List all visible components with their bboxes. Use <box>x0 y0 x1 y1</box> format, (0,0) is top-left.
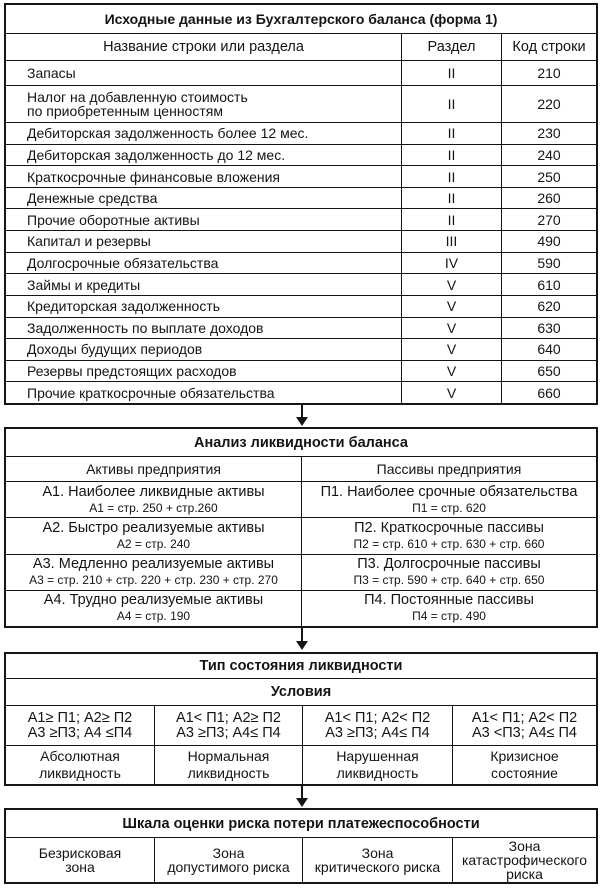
row-code: 230 <box>502 123 596 144</box>
row-code: 210 <box>502 61 596 85</box>
row-name: Денежные средства <box>6 188 401 209</box>
row-name: Дебиторская задолженность до 12 мес. <box>6 145 401 166</box>
asset-formula: А1 = стр. 250 + стр.260 <box>89 500 218 515</box>
asset-group <box>6 518 301 553</box>
down-arrow-icon <box>296 405 309 426</box>
condition-cell: А1< П1; А2< П2 А3 ≥П3; А4≤ П4 <box>303 706 452 745</box>
asset-label: А3. Медленно реализуемые активы <box>32 556 275 573</box>
liquidity-state-title: Тип состояния ликвидности <box>6 654 596 678</box>
state-name: Абсолютная ликвидность <box>6 746 154 784</box>
asset-formula: А3 = стр. 210 + стр. 220 + стр. 230 + стр. 270 <box>29 573 278 588</box>
liability-group <box>302 591 596 626</box>
row-section: II <box>402 86 501 122</box>
row-code: 240 <box>502 145 596 166</box>
row-name: Дебиторская задолженность более 12 мес. <box>6 123 401 144</box>
liquidity-analysis-title: Анализ ликвидности баланса <box>6 429 596 456</box>
row-code: 220 <box>502 86 596 122</box>
liability-group <box>302 518 596 553</box>
liability-formula: П1 = стр. 620 <box>412 500 486 515</box>
row-name: Резервы предстоящих расходов <box>6 361 401 382</box>
row-name: Долгосрочные обязательства <box>6 253 401 274</box>
liability-group <box>302 555 596 590</box>
row-name: Задолженность по выплате доходов <box>6 318 401 339</box>
liability-label: П2. Краткосрочные пассивы <box>354 519 544 536</box>
asset-group <box>6 482 301 517</box>
row-code: 660 <box>502 382 596 403</box>
balance-source-table <box>4 3 598 405</box>
asset-label: А4. Трудно реализуемые активы <box>43 592 264 609</box>
liability-formula: П4 = стр. 490 <box>412 609 486 624</box>
row-code: 630 <box>502 318 596 339</box>
row-code: 620 <box>502 296 596 317</box>
asset-formula: А4 = стр. 190 <box>116 609 191 624</box>
row-section: V <box>402 318 501 339</box>
column-header-section: Раздел <box>402 34 501 60</box>
conditions-header: Условия <box>6 679 596 705</box>
row-code: 260 <box>502 188 596 209</box>
risk-zone: Зона критического риска <box>303 838 452 882</box>
row-section: II <box>402 188 501 209</box>
liability-label: П1. Наиболее срочные обязательства <box>320 483 578 500</box>
row-name: Прочие оборотные активы <box>6 209 401 230</box>
row-code: 590 <box>502 253 596 274</box>
row-name: Займы и кредиты <box>6 274 401 295</box>
row-code: 490 <box>502 231 596 252</box>
row-code: 270 <box>502 209 596 230</box>
row-name: Запасы <box>6 61 401 85</box>
condition-cell: А1< П1; А2≥ П2 А3 ≥П3; А4≤ П4 <box>155 706 302 745</box>
row-section: II <box>402 123 501 144</box>
row-section: III <box>402 231 501 252</box>
row-name: Доходы будущих периодов <box>6 339 401 360</box>
column-header-name: Название строки или раздела <box>6 34 401 60</box>
asset-group <box>6 555 301 590</box>
row-name: Кредиторская задолженность <box>6 296 401 317</box>
asset-label: А2. Быстро реализуемые активы <box>42 519 265 536</box>
row-name: Налог на добавленную стоимость по приобретенным ценностям <box>6 86 401 122</box>
row-section: V <box>402 274 501 295</box>
risk-scale-table <box>4 808 598 884</box>
liabilities-header: Пассивы предприятия <box>302 457 596 481</box>
state-name: Нормальная ликвидность <box>155 746 302 784</box>
row-code: 610 <box>502 274 596 295</box>
condition-cell: А1< П1; А2< П2 А3 <П3; А4≤ П4 <box>453 706 596 745</box>
row-section: II <box>402 61 501 85</box>
liability-formula: П2 = стр. 610 + стр. 630 + стр. 660 <box>353 536 545 551</box>
condition-cell: А1≥ П1; А2≥ П2 А3 ≥П3; А4 ≤П4 <box>6 706 154 745</box>
asset-group <box>6 591 301 626</box>
liability-group <box>302 482 596 517</box>
row-name: Краткосрочные финансовые вложения <box>6 166 401 187</box>
row-section: IV <box>402 253 501 274</box>
row-section: V <box>402 339 501 360</box>
row-section: V <box>402 382 501 403</box>
asset-label: А1. Наиболее ликвидные активы <box>42 483 265 500</box>
row-code: 640 <box>502 339 596 360</box>
asset-formula: А2 = стр. 240 <box>116 536 191 551</box>
balance-source-title: Исходные данные из Бухгалтерского баланса (форма 1) <box>6 5 596 33</box>
down-arrow-icon <box>296 628 309 650</box>
risk-zone: Зона катастрофического риска <box>453 838 596 882</box>
risk-zone: Безрисковая зона <box>6 838 154 882</box>
liability-label: П4. Постоянные пассивы <box>364 592 534 609</box>
risk-zone: Зона допустимого риска <box>155 838 302 882</box>
liability-label: П3. Долгосрочные пассивы <box>357 556 541 573</box>
row-section: II <box>402 209 501 230</box>
liability-formula: П3 = стр. 590 + стр. 640 + стр. 650 <box>353 573 545 588</box>
row-code: 650 <box>502 361 596 382</box>
row-name: Капитал и резервы <box>6 231 401 252</box>
assets-header: Активы предприятия <box>6 457 301 481</box>
state-name: Нарушенная ликвидность <box>303 746 452 784</box>
state-name: Кризисное состояние <box>453 746 596 784</box>
row-section: V <box>402 296 501 317</box>
row-code: 250 <box>502 166 596 187</box>
column-header-code: Код строки <box>502 34 596 60</box>
risk-scale-title: Шкала оценки риска потери платежеспособности <box>6 810 596 837</box>
liquidity-analysis-table <box>4 427 598 628</box>
row-name: Прочие краткосрочные обязательства <box>6 382 401 403</box>
row-section: II <box>402 166 501 187</box>
down-arrow-icon <box>296 786 309 807</box>
liquidity-state-table <box>4 652 598 786</box>
row-section: V <box>402 361 501 382</box>
row-section: II <box>402 145 501 166</box>
